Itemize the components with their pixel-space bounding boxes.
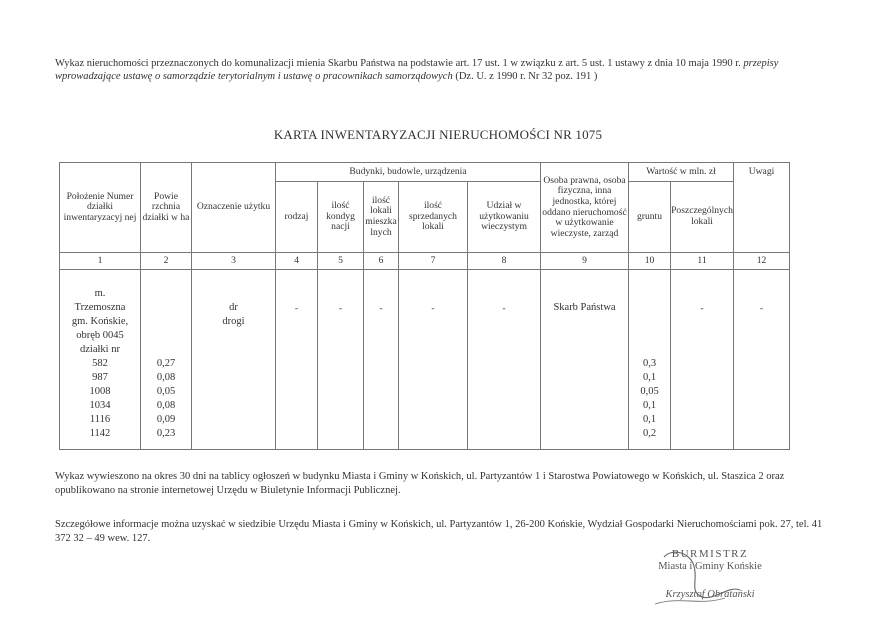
signature-name: Krzysztof Obratański	[665, 589, 755, 600]
land-value: 0,05	[640, 386, 659, 397]
land-value: 0,2	[642, 428, 657, 439]
header-type: rodzaj	[276, 182, 318, 253]
header-area: Powie rzchnia działki w ha	[141, 163, 192, 253]
parcel-area: 0,05	[156, 386, 176, 397]
parcel-area: 0,08	[156, 400, 176, 411]
dash: -	[431, 303, 435, 314]
header-use: Oznaczenie użytku	[192, 163, 276, 253]
header-flats-value: Poszczególnych lokali	[671, 182, 734, 253]
land-value: 0,1	[642, 414, 657, 425]
contact-info: Szczegółowe informacje można uzyskać w siedzibie Urzędu Miasta i Gminy w Końskich, ul. Partyzantów 1, 26-200 Końskie, Wydział Gospodarki Nieruchomościami pok. 27, tel. 41 372 32 – 49 wew. 127.	[55, 519, 823, 544]
header-group-value: Wartość w mln. zł	[629, 163, 734, 182]
signature-office: Miasta i Gminy Końskie	[658, 561, 762, 572]
parcel-number: 1008	[89, 386, 111, 397]
column-number: 9	[541, 253, 629, 270]
column-number: 12	[734, 253, 790, 270]
dash: -	[379, 303, 383, 314]
parcel-number: 1116	[89, 414, 111, 425]
column-number: 8	[468, 253, 541, 270]
header-land-value: gruntu	[629, 182, 671, 253]
column-number: 11	[671, 253, 734, 270]
location-line: gm. Końskie,	[71, 316, 129, 327]
column-number: 6	[364, 253, 399, 270]
owner-name: Skarb Państwa	[553, 302, 616, 313]
header-location: Położenie Numer działki inwentaryzacyj nej	[60, 163, 141, 253]
parcel-number: 1034	[89, 400, 111, 411]
land-value: 0,1	[642, 400, 657, 411]
column-number: 10	[629, 253, 671, 270]
header-flats: ilość lokali mieszka lnych	[364, 182, 399, 253]
land-value: 0,3	[642, 358, 657, 369]
parcel-number: 987	[92, 372, 108, 383]
location-line: obręb 0045	[76, 330, 124, 341]
location-line: działki nr	[80, 344, 120, 355]
parcel-area: 0,08	[156, 372, 176, 383]
posting-notice: Wykaz wywieszono na okres 30 dni na tablicy ogłoszeń w budynku Miasta i Gminy w Końskich, ul. Partyzantów 1 i Starostwa Powiatowego w Końskich, ul. Staszica 2 oraz opublikowano na stronie internetowej Urzędu w Biuletynie Informacji Publicznej.	[55, 471, 785, 496]
dash: -	[294, 303, 299, 314]
header-share: Udział w użytkowaniu wieczystym	[468, 182, 541, 253]
dash: -	[700, 303, 704, 314]
dash: -	[502, 303, 506, 314]
parcel-number: 1142	[89, 428, 111, 439]
intro-text: Wykaz nieruchomości przeznaczonych do komunalizacji mienia Skarbu Państwa na podstawie art. 17 ust. 1 w związku z art. 5 ust. 1 ustawy z dnia 10 maja 1990 r.	[55, 58, 741, 69]
signature-title: BURMISTRZ	[671, 548, 749, 560]
intro-act-title: przepisy wprowadzające ustawę o samorządzie terytorialnym i ustawę o pracownikach samorządowych	[55, 58, 779, 82]
header-floors: ilość kondyg nacji	[318, 182, 364, 253]
use-code: dr	[229, 302, 238, 313]
dash: -	[338, 303, 343, 314]
column-number: 7	[399, 253, 468, 270]
header-group-buildings: Budynki, budowle, urządzenia	[276, 163, 541, 182]
parcel-area: 0,27	[156, 358, 176, 369]
column-number: 5	[318, 253, 364, 270]
header-owner: Osoba prawna, osoba fizyczna, inna jednostka, której oddano nieruchomość w użytkowanie wieczyste, zarząd	[541, 163, 629, 253]
header-sold-flats: ilość sprzedanych lokali	[399, 182, 468, 253]
dash: -	[759, 303, 764, 314]
parcel-number: 582	[92, 358, 108, 369]
location-line: Trzemoszna	[74, 302, 126, 313]
column-number: 3	[192, 253, 276, 270]
header-remarks: Uwagi	[734, 163, 790, 253]
column-number: 4	[276, 253, 318, 270]
parcel-area: 0,23	[156, 428, 176, 439]
parcel-area: 0,09	[156, 414, 176, 425]
land-value: 0,1	[642, 372, 657, 383]
column-number: 1	[60, 253, 141, 270]
page-title: KARTA INWENTARYZACJI NIERUCHOMOŚCI NR 1075	[273, 127, 603, 142]
intro-citation: (Dz. U. z 1990 r. Nr 32 poz. 191 )	[455, 70, 598, 82]
location-line: m.	[94, 288, 106, 299]
use-name: drogi	[222, 316, 245, 327]
column-number: 2	[141, 253, 192, 270]
